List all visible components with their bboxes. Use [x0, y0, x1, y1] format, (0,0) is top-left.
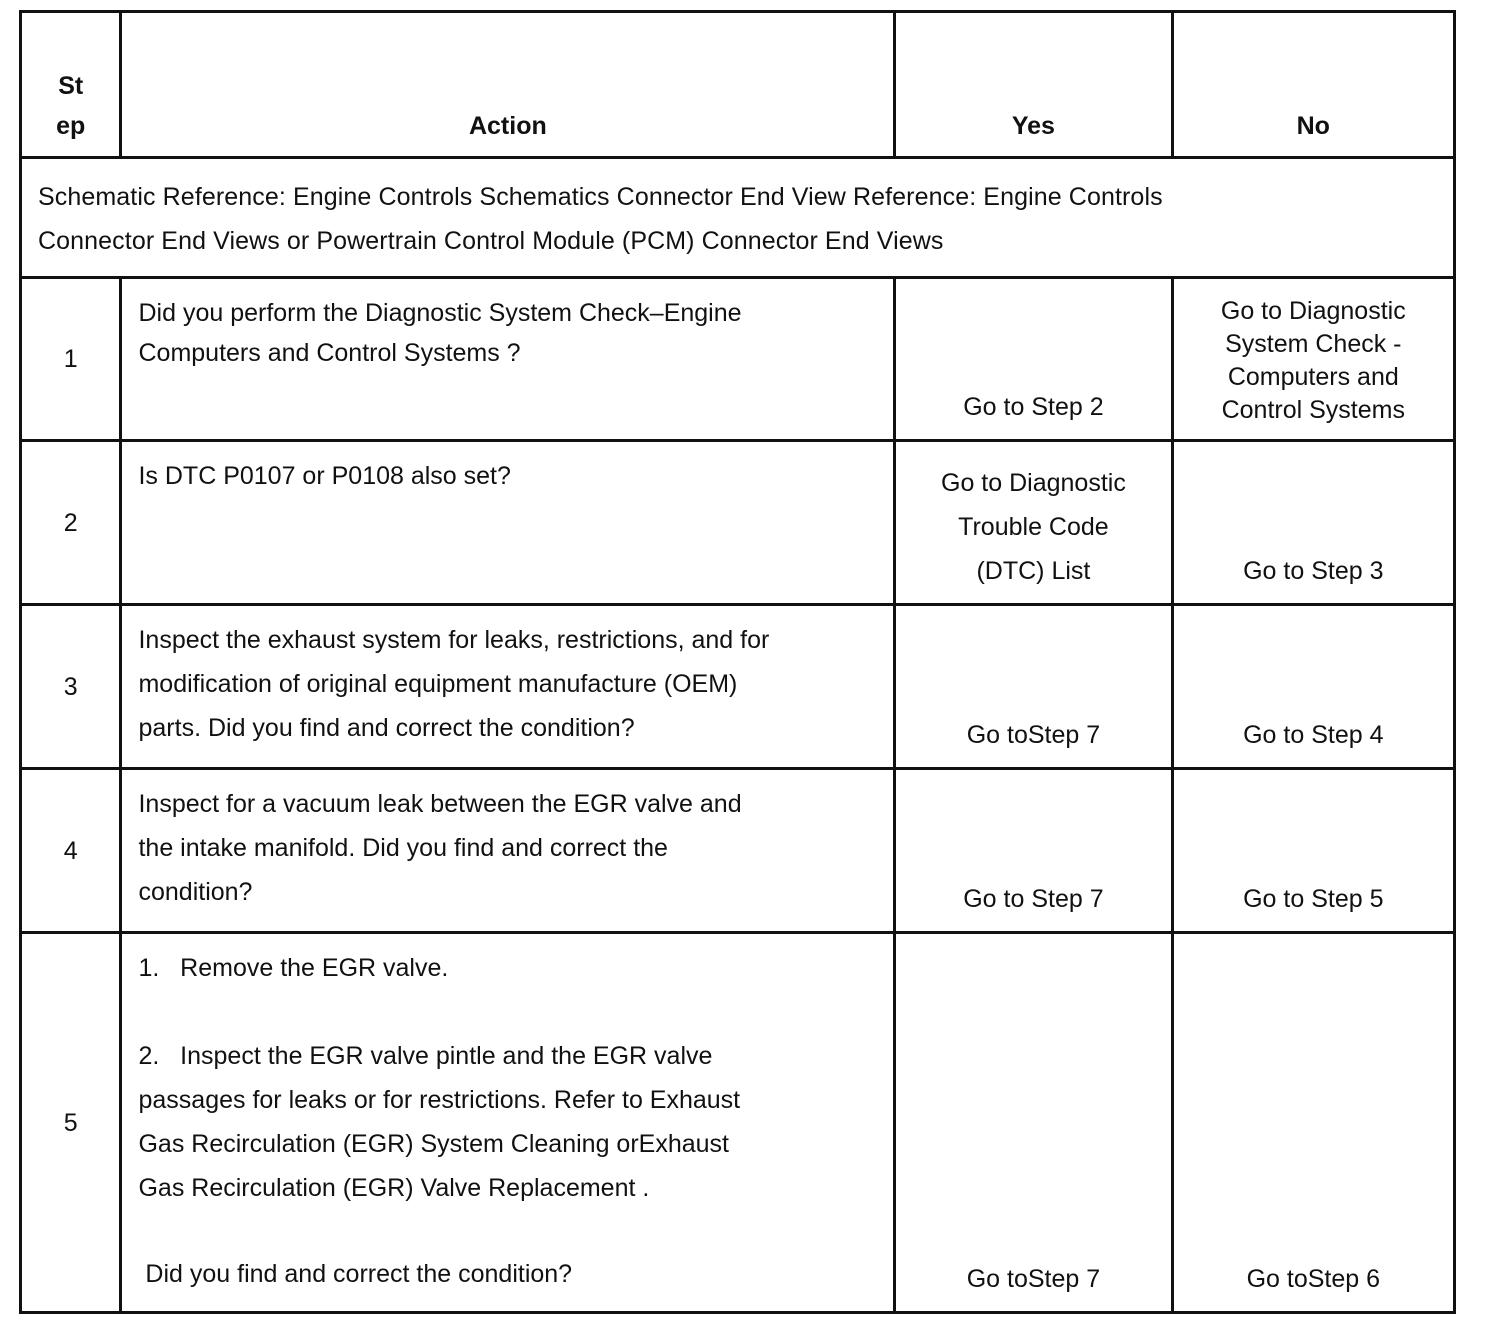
action-line: parts. Did you find and correct the condition? — [138, 714, 635, 742]
no-cell: Go toStep 6 — [1172, 933, 1454, 1313]
yes-cell: Go toStep 7 — [895, 933, 1172, 1313]
header-step-line1: St — [58, 72, 84, 100]
step-number: 4 — [21, 769, 121, 933]
diagnostic-table — [19, 10, 1456, 1314]
no-line: Computers and — [1227, 363, 1399, 391]
no-cell — [1172, 278, 1454, 441]
action-line: condition? — [138, 878, 253, 906]
no-cell: Go to Step 4 — [1172, 605, 1454, 769]
no-cell: Go to Step 5 — [1172, 769, 1454, 933]
table-row — [21, 769, 1455, 933]
header-step — [21, 12, 121, 158]
header-step-line2: ep — [56, 112, 86, 140]
no-line: Go to Diagnostic — [1220, 297, 1406, 325]
header-row — [21, 12, 1455, 158]
action-cell — [121, 933, 895, 1313]
table-row — [21, 605, 1455, 769]
no-line: System Check - — [1225, 330, 1402, 358]
action-line: 2. Inspect the EGR valve pintle and the EGR valve — [138, 1042, 713, 1070]
reference-cell — [21, 158, 1455, 278]
action-cell — [121, 278, 895, 441]
table-row — [21, 278, 1455, 441]
table-row — [21, 933, 1455, 1313]
action-line: Is DTC P0107 or P0108 also set? — [138, 462, 511, 490]
header-yes: Yes — [895, 12, 1172, 158]
action-line: Gas Recirculation (EGR) System Cleaning orExhaust — [138, 1130, 729, 1158]
action-cell — [121, 605, 895, 769]
action-line: passages for leaks or for restrictions. Refer to Exhaust — [138, 1086, 741, 1114]
yes-cell: Go to Step 7 — [895, 769, 1172, 933]
table-row — [21, 441, 1455, 605]
header-action: Action — [121, 12, 895, 158]
action-line: Did you perform the Diagnostic System Check–Engine — [138, 299, 742, 327]
step-number: 2 — [21, 441, 121, 605]
action-line: Inspect for a vacuum leak between the EGR valve and — [138, 790, 742, 818]
action-cell — [121, 441, 895, 605]
action-line: the intake manifold. Did you find and correct the — [138, 834, 668, 862]
yes-line: Go to Diagnostic — [941, 469, 1126, 497]
reference-line-1: Schematic Reference: Engine Controls Schematics Connector End View Reference: Engine Controls — [38, 183, 1163, 211]
yes-cell — [895, 441, 1172, 605]
reference-row — [21, 158, 1455, 278]
yes-cell: Go to Step 2 — [895, 278, 1172, 441]
yes-cell: Go toStep 7 — [895, 605, 1172, 769]
yes-line: Trouble Code — [958, 513, 1109, 541]
yes-line: (DTC) List — [976, 557, 1091, 585]
spacer — [138, 990, 877, 1034]
action-line: Did you find and correct the condition? — [138, 1260, 573, 1288]
action-line: modification of original equipment manufacture (OEM) — [138, 670, 738, 698]
action-line: Computers and Control Systems ? — [138, 339, 521, 367]
action-cell — [121, 769, 895, 933]
spacer — [138, 1210, 877, 1252]
step-number: 5 — [21, 933, 121, 1313]
no-cell: Go to Step 3 — [1172, 441, 1454, 605]
step-number: 1 — [21, 278, 121, 441]
action-line: 1. Remove the EGR valve. — [138, 954, 449, 982]
action-line: Inspect the exhaust system for leaks, restrictions, and for — [138, 626, 770, 654]
action-line: Gas Recirculation (EGR) Valve Replacement . — [138, 1174, 650, 1202]
reference-line-2: Connector End Views or Powertrain Control Module (PCM) Connector End Views — [38, 227, 944, 255]
no-line: Control Systems — [1221, 396, 1405, 424]
step-number: 3 — [21, 605, 121, 769]
header-no: No — [1172, 12, 1454, 158]
